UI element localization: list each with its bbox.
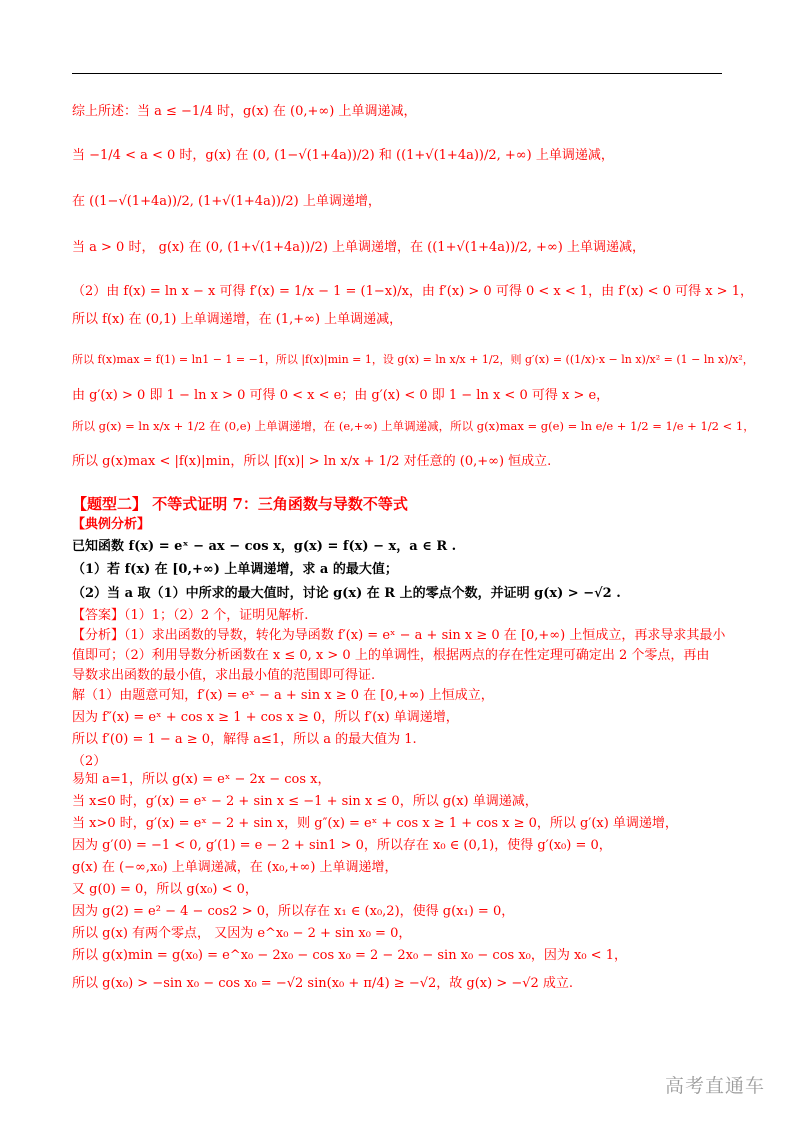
proof-line13: 所以 g(x)min = g(x₀) = e^x₀ − 2x₀ − cos x₀ = 2 − 2x₀ − sin x₀ − cos x₀，因为 x₀ < 1， xyxy=(72,948,627,963)
solution1-line2: 当 −1/4 < a < 0 时，g(x) 在 (0, (1−√(1+4a))/2) 和 ((1+√(1+4a))/2, +∞) 上单调递减， xyxy=(72,148,614,163)
proof-line2: 因为 f″(x) = eˣ + cos x ≥ 1 + cos x ≥ 0，所以 f′(x) 单调递增， xyxy=(72,710,459,725)
proof-line12: 所以 g(x) 有两个零点， 又因为 e^x₀ − 2 + sin x₀ = 0， xyxy=(72,926,412,941)
section-title: 【题型二】 不等式证明 7：三角函数与导数不等式 xyxy=(72,495,408,513)
proof-line6: 当 x≤0 时，g′(x) = eˣ − 2 + sin x ≤ −1 + sin x ≤ 0，所以 g(x) 单调递减， xyxy=(72,794,538,809)
answer-text: （1）1；（2）2 个，证明见解析. xyxy=(124,608,309,623)
proof-line1: 解（1）由题意可知，f′(x) = eˣ − a + sin x ≥ 0 在 [0,+∞) 上恒成立， xyxy=(72,688,494,703)
problem-stem: 已知函数 f(x) = eˣ − ax − cos x，g(x) = f(x) − x，a ∈ R . xyxy=(72,539,457,554)
analysis-line1 xyxy=(72,626,725,646)
proof-line5: 易知 a=1，所以 g(x) = eˣ − 2x − cos x， xyxy=(72,772,331,787)
solution2-line4: 由 g′(x) > 0 即 1 − ln x > 0 可得 0 < x < e；由 g′(x) < 0 即 1 − ln x < 0 可得 x > e， xyxy=(72,388,610,403)
proof-line14: 所以 g(x₀) > −sin x₀ − cos x₀ = −√2 sin(x₀ + π/4) ≥ −√2，故 g(x) > −√2 成立. xyxy=(72,976,574,991)
analysis-line2: 值即可；（2）利用导数分析函数在 x ≤ 0, x > 0 上的单调性，根据两点的存在性定理可确定出 2 个零点，再由 xyxy=(72,648,710,663)
problem-q2: （2）当 a 取（1）中所求的最大值时，讨论 g(x) 在 R 上的零点个数，并证明 g(x) > −√2 . xyxy=(72,586,621,601)
problem-q1: （1）若 f(x) 在 [0,+∞) 上单调递增，求 a 的最大值； xyxy=(72,562,398,577)
solution1-line4: 当 a > 0 时， g(x) 在 (0, (1+√(1+4a))/2) 上单调递增，在 ((1+√(1+4a))/2, +∞) 上单调递减， xyxy=(72,240,645,255)
analysis-tag-heading: 【典例分析】 xyxy=(72,517,151,532)
proof-line9: g(x) 在 (−∞,x₀) 上单调递减，在 (x₀,+∞) 上单调递增， xyxy=(72,860,398,875)
watermark: 高考直通车 xyxy=(664,1075,765,1097)
proof-line4: （2） xyxy=(72,754,107,769)
solution1-line1: 综上所述：当 a ≤ −1/4 时，g(x) 在 (0,+∞) 上单调递减， xyxy=(72,104,417,119)
solution2-line2: 所以 f(x) 在 (0,1) 上单调递增，在 (1,+∞) 上单调递减， xyxy=(72,312,403,327)
analysis-line3: 导数求出函数的最小值，求出最小值的范围即可得证. xyxy=(72,668,376,683)
solution2-line3: 所以 f(x)max = f(1) = ln1 − 1 = −1，所以 |f(x)|min = 1，设 g(x) = ln x/x + 1/2，则 g′(x) = ((1/x)·x − ln x)/x² = (1 − ln x)/x²， xyxy=(72,353,754,366)
solution2-line1: （2）由 f(x) = ln x − x 可得 f′(x) = 1/x − 1 = (1−x)/x，由 f′(x) > 0 可得 0 < x < 1，由 f′(x) < 0 可得 x > 1， xyxy=(72,284,753,299)
solution2-line5: 所以 g(x) = ln x/x + 1/2 在 (0,e) 上单调递增，在 (e,+∞) 上单调递减，所以 g(x)max = g(e) = ln e/e + 1/2 = 1/e + 1/2 < 1， xyxy=(72,419,755,433)
answer-line xyxy=(72,606,308,626)
solution1-line3: 在 ((1−√(1+4a))/2, (1+√(1+4a))/2) 上单调递增， xyxy=(72,194,381,209)
analysis-text1: （1）求出函数的导数，转化为导函数 f′(x) = eˣ − a + sin x ≥ 0 在 [0,+∞) 上恒成立，再求导求其最小 xyxy=(124,628,726,643)
solution2-line6: 所以 g(x)max < |f(x)|min，所以 |f(x)| > ln x/x + 1/2 对任意的 (0,+∞) 恒成立. xyxy=(72,454,552,469)
header-rule xyxy=(72,73,722,74)
proof-line3: 所以 f′(0) = 1 − a ≥ 0，解得 a≤1，所以 a 的最大值为 1. xyxy=(72,732,417,747)
answer-tag: 【答案】 xyxy=(72,608,125,623)
proof-line7: 当 x>0 时，g′(x) = eˣ − 2 + sin x，则 g″(x) = eˣ + cos x ≥ 1 + cos x ≥ 0，所以 g′(x) 单调递增， xyxy=(72,816,678,831)
analysis-tag: 【分析】 xyxy=(72,628,125,643)
proof-line10: 又 g(0) = 0，所以 g(x₀) < 0， xyxy=(72,882,258,897)
proof-line11: 因为 g(2) = e² − 4 − cos2 > 0，所以存在 x₁ ∈ (x₀,2)，使得 g(x₁) = 0， xyxy=(72,904,515,919)
proof-line8: 因为 g′(0) = −1 < 0, g′(1) = e − 2 + sin1 > 0，所以存在 x₀ ∈ (0,1)，使得 g′(x₀) = 0， xyxy=(72,838,612,853)
